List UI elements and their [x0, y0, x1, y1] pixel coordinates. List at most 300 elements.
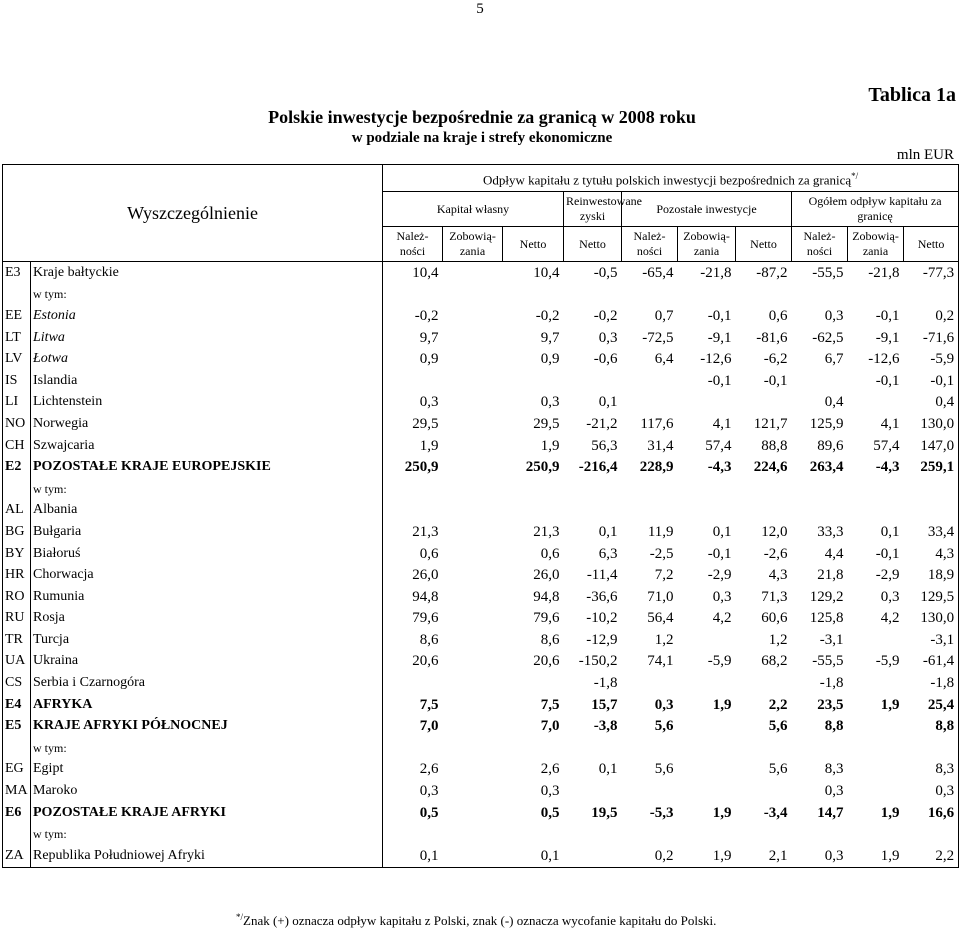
value-cell	[678, 629, 736, 651]
row-name: w tym:	[31, 823, 383, 845]
value-cell: 8,3	[904, 759, 959, 781]
value-cell: 0,3	[598, 329, 618, 346]
value-cell: 29,5	[412, 415, 439, 432]
value-cell: 1,9	[880, 804, 900, 821]
value-cell	[792, 737, 848, 759]
value-cell	[736, 284, 792, 306]
value-cell	[848, 737, 904, 759]
value-cell: 2,6	[540, 761, 560, 778]
value-cell: 125,8	[809, 610, 844, 627]
value-cell: 5,6	[768, 761, 788, 778]
row-name: Białoruś	[31, 543, 383, 565]
value-cell: -0,2	[535, 307, 560, 324]
value-cell	[564, 478, 622, 500]
table-row	[3, 780, 959, 802]
value-cell	[443, 629, 503, 651]
table-row	[3, 456, 959, 478]
value-cell: 56,4	[647, 610, 674, 627]
value-cell	[736, 737, 792, 759]
value-cell	[622, 672, 678, 694]
row-code: E3	[3, 262, 31, 284]
header-span-mark: */	[851, 170, 859, 181]
table-row	[3, 543, 959, 565]
value-cell	[622, 500, 678, 522]
value-cell: 0,5	[419, 804, 439, 821]
value-cell: 263,4	[809, 459, 844, 476]
value-cell	[848, 715, 904, 737]
row-name: POZOSTAŁE KRAJE AFRYKI	[31, 802, 383, 824]
value-cell: 0,3	[540, 783, 560, 800]
value-cell: 89,6	[817, 437, 844, 454]
value-cell: 0,7	[654, 307, 674, 324]
row-name: Estonia	[31, 305, 383, 327]
value-cell: 8,6	[419, 631, 439, 648]
value-cell: 2,2	[904, 845, 959, 867]
value-cell: 94,8	[533, 588, 560, 605]
value-cell: 0,3	[824, 307, 844, 324]
sub-header: Netto	[736, 227, 792, 262]
value-cell: 7,2	[654, 567, 674, 584]
value-cell	[678, 759, 736, 781]
row-code: AL	[3, 500, 31, 522]
value-cell	[503, 672, 564, 694]
value-cell	[678, 392, 736, 414]
value-cell: 7,0	[540, 718, 560, 735]
value-cell: -3,8	[593, 718, 618, 735]
value-cell	[848, 478, 904, 500]
value-cell: 0,3	[419, 783, 439, 800]
table-row	[3, 413, 959, 435]
group-reinwestowane-zyski: Reinwestowane zyski	[564, 192, 622, 227]
table-row	[3, 694, 959, 716]
table-row	[3, 823, 959, 845]
sub-header: Zobowią- zania	[848, 227, 904, 262]
row-name: Rumunia	[31, 586, 383, 608]
value-cell: 71,3	[761, 588, 788, 605]
table-row	[3, 672, 959, 694]
value-cell: 33,3	[817, 523, 844, 540]
sub-header: Należ- ności	[622, 227, 678, 262]
value-cell: 9,7	[419, 329, 439, 346]
value-cell: 15,7	[591, 696, 618, 713]
table-body	[3, 262, 959, 868]
value-cell	[443, 392, 503, 414]
value-cell: 0,1	[712, 523, 732, 540]
table-row	[3, 564, 959, 586]
value-cell: 1,9	[848, 845, 904, 867]
value-cell: 33,4	[904, 521, 959, 543]
value-cell	[443, 521, 503, 543]
value-cell: 0,9	[419, 351, 439, 368]
value-cell: -0,2	[593, 307, 618, 324]
value-cell	[443, 737, 503, 759]
value-cell: 88,8	[761, 437, 788, 454]
sub-header: Zobowią- zania	[443, 227, 503, 262]
value-cell	[848, 780, 904, 802]
value-cell	[443, 608, 503, 630]
value-cell: 20,6	[533, 653, 560, 670]
value-cell: -72,5	[642, 329, 674, 346]
value-cell: -0,1	[707, 307, 732, 324]
value-cell: 129,5	[904, 586, 959, 608]
sub-header: Zobowią- zania	[678, 227, 736, 262]
value-cell: -4,3	[707, 459, 732, 476]
value-cell	[443, 694, 503, 716]
row-name: POZOSTAŁE KRAJE EUROPEJSKIE	[31, 456, 383, 478]
value-cell: 2,1	[736, 845, 792, 867]
value-cell	[443, 348, 503, 370]
value-cell: 4,3	[768, 567, 788, 584]
value-cell	[443, 413, 503, 435]
value-cell	[622, 478, 678, 500]
value-cell	[383, 672, 443, 694]
row-name: w tym:	[31, 737, 383, 759]
value-cell: 1,9	[712, 804, 732, 821]
unit-label: mln EUR	[896, 147, 954, 163]
value-cell: 8,8	[904, 715, 959, 737]
value-cell: -3,4	[763, 804, 788, 821]
row-code: E4	[3, 694, 31, 716]
value-cell: 1,9	[678, 845, 736, 867]
value-cell: 23,5	[817, 696, 844, 713]
table-row	[3, 435, 959, 457]
value-cell: 0,1	[503, 845, 564, 867]
value-cell: 94,8	[412, 588, 439, 605]
value-cell: 19,5	[591, 804, 618, 821]
value-cell	[443, 305, 503, 327]
table-row	[3, 845, 959, 867]
value-cell: 250,9	[404, 459, 439, 476]
value-cell: 1,2	[654, 631, 674, 648]
value-cell	[443, 478, 503, 500]
value-cell: -3,1	[904, 629, 959, 651]
row-name: AFRYKA	[31, 694, 383, 716]
row-name: w tym:	[31, 478, 383, 500]
row-name: Albania	[31, 500, 383, 522]
value-cell: 9,7	[540, 329, 560, 346]
value-cell: 250,9	[525, 459, 560, 476]
value-cell: -0,2	[414, 307, 439, 324]
value-cell: 6,3	[598, 545, 618, 562]
value-cell	[383, 737, 443, 759]
value-cell: 0,6	[540, 545, 560, 562]
value-cell: 79,6	[533, 610, 560, 627]
table-row	[3, 651, 959, 673]
value-cell: 0,6	[419, 545, 439, 562]
value-cell	[678, 780, 736, 802]
value-cell: -5,9	[875, 653, 900, 670]
group-ogolem: Ogółem odpływ kapitału za granicę	[792, 192, 959, 227]
table-row	[3, 284, 959, 306]
row-code: UA	[3, 651, 31, 673]
value-cell	[443, 651, 503, 673]
value-cell: 1,9	[540, 437, 560, 454]
value-cell	[443, 500, 503, 522]
value-cell: -5,9	[707, 653, 732, 670]
value-cell	[383, 478, 443, 500]
value-cell	[848, 500, 904, 522]
value-cell: -3,1	[819, 631, 844, 648]
value-cell: -5,9	[904, 348, 959, 370]
value-cell	[443, 456, 503, 478]
row-name: Kraje bałtyckie	[31, 262, 383, 284]
value-cell: -0,1	[707, 372, 732, 389]
group-pozostale-inwestycje: Pozostałe inwestycje	[622, 192, 792, 227]
value-cell	[848, 672, 904, 694]
value-cell: 21,3	[412, 523, 439, 540]
value-cell	[443, 262, 503, 284]
value-cell: 21,3	[533, 523, 560, 540]
value-cell: 228,9	[639, 459, 674, 476]
row-code: RO	[3, 586, 31, 608]
value-cell: 6,4	[654, 351, 674, 368]
value-cell	[503, 823, 564, 845]
value-cell: 31,4	[647, 437, 674, 454]
value-cell	[736, 478, 792, 500]
page-title: Polskie inwestycje bezpośrednie za granicą w 2008 roku	[268, 107, 696, 127]
table-row	[3, 392, 959, 414]
value-cell: -2,6	[763, 545, 788, 562]
header-span	[383, 165, 959, 192]
value-cell	[678, 500, 736, 522]
value-cell: 130,0	[904, 413, 959, 435]
value-cell: 5,6	[768, 718, 788, 735]
value-cell: -216,4	[578, 459, 618, 476]
value-cell: -21,2	[586, 415, 618, 432]
header-span-text: Odpływ kapitału z tytułu polskich inwestycji bezpośrednich za granicą	[482, 172, 852, 188]
row-name: KRAJE AFRYKI PÓŁNOCNEJ	[31, 715, 383, 737]
value-cell: -5,3	[649, 804, 674, 821]
value-cell: -2,9	[707, 567, 732, 584]
value-cell: 0,1	[383, 845, 443, 867]
value-cell	[564, 737, 622, 759]
value-cell: 7,5	[419, 696, 439, 713]
value-cell: -0,1	[763, 372, 788, 389]
value-cell	[678, 478, 736, 500]
value-cell: 11,9	[647, 523, 674, 540]
row-name: Serbia i Czarnogóra	[31, 672, 383, 694]
table-row	[3, 715, 959, 737]
row-code: LV	[3, 348, 31, 370]
value-cell	[904, 823, 959, 845]
value-cell	[443, 845, 503, 867]
value-cell: 0,3	[540, 394, 560, 411]
value-cell	[443, 672, 503, 694]
value-cell: 4,2	[880, 610, 900, 627]
row-name: Litwa	[31, 327, 383, 349]
value-cell: 8,8	[824, 718, 844, 735]
value-cell: 0,3	[654, 696, 674, 713]
value-cell	[622, 392, 678, 414]
row-name: Islandia	[31, 370, 383, 392]
value-cell: 21,8	[817, 567, 844, 584]
value-cell	[503, 478, 564, 500]
value-cell: 147,0	[904, 435, 959, 457]
value-cell	[792, 478, 848, 500]
row-header: Wyszczególnienie	[3, 165, 383, 262]
value-cell: 2,2	[768, 696, 788, 713]
row-code: EE	[3, 305, 31, 327]
row-name: Lichtenstein	[31, 392, 383, 414]
value-cell	[443, 284, 503, 306]
value-cell	[736, 672, 792, 694]
value-cell	[848, 392, 904, 414]
value-cell	[503, 737, 564, 759]
value-cell	[678, 737, 736, 759]
table-row	[3, 802, 959, 824]
value-cell: 8,3	[824, 761, 844, 778]
row-code: NO	[3, 413, 31, 435]
value-cell	[678, 284, 736, 306]
footnote-text: Znak (+) oznacza odpływ kapitału z Polski, znak (-) oznacza wycofanie kapitału do Polski.	[243, 913, 717, 928]
value-cell	[503, 284, 564, 306]
sub-header: Należ- ności	[383, 227, 443, 262]
value-cell: 0,1	[598, 523, 618, 540]
table-header	[3, 165, 959, 262]
value-cell: 0,6	[768, 307, 788, 324]
value-cell	[904, 284, 959, 306]
value-cell: -0,1	[904, 370, 959, 392]
group-kapital-wlasny: Kapitał własny	[383, 192, 564, 227]
value-cell	[564, 500, 622, 522]
value-cell	[904, 478, 959, 500]
value-cell: 0,3	[880, 588, 900, 605]
value-cell	[443, 802, 503, 824]
value-cell	[678, 823, 736, 845]
value-cell	[503, 370, 564, 392]
value-cell: 57,4	[705, 437, 732, 454]
value-cell	[564, 370, 622, 392]
value-cell: 0,2	[622, 845, 678, 867]
value-cell	[443, 435, 503, 457]
table-row	[3, 737, 959, 759]
row-name: Egipt	[31, 759, 383, 781]
value-cell: -1,8	[593, 675, 618, 692]
value-cell: -2,9	[875, 567, 900, 584]
value-cell: 4,1	[880, 415, 900, 432]
value-cell	[622, 823, 678, 845]
value-cell: 18,9	[904, 564, 959, 586]
value-cell: 0,3	[419, 394, 439, 411]
row-code	[3, 823, 31, 845]
table-row	[3, 629, 959, 651]
value-cell: 2,6	[419, 761, 439, 778]
row-code: CS	[3, 672, 31, 694]
table-row	[3, 305, 959, 327]
value-cell: -71,6	[904, 327, 959, 349]
table-row	[3, 521, 959, 543]
value-cell: 20,6	[412, 653, 439, 670]
value-cell	[443, 823, 503, 845]
value-cell: 0,3	[904, 780, 959, 802]
value-cell: 0,1	[598, 394, 618, 411]
value-cell	[443, 780, 503, 802]
value-cell	[678, 715, 736, 737]
value-cell: 5,6	[654, 718, 674, 735]
value-cell	[443, 327, 503, 349]
value-cell	[622, 370, 678, 392]
value-cell: -21,8	[700, 264, 732, 281]
value-cell	[848, 284, 904, 306]
value-cell: -0,1	[707, 545, 732, 562]
value-cell: 26,0	[533, 567, 560, 584]
value-cell: 26,0	[412, 567, 439, 584]
row-name: Republika Południowej Afryki	[31, 845, 383, 867]
value-cell: 0,1	[598, 761, 618, 778]
value-cell: 6,7	[824, 351, 844, 368]
value-cell: 68,2	[761, 653, 788, 670]
value-cell: 121,7	[753, 415, 788, 432]
row-name: Szwajcaria	[31, 435, 383, 457]
value-cell	[736, 392, 792, 414]
value-cell: -0,1	[875, 545, 900, 562]
table-row	[3, 586, 959, 608]
row-name: Bułgaria	[31, 521, 383, 543]
value-cell: 56,3	[591, 437, 618, 454]
value-cell	[622, 284, 678, 306]
value-cell: -77,3	[904, 262, 959, 284]
row-name: Łotwa	[31, 348, 383, 370]
row-code: BY	[3, 543, 31, 565]
value-cell	[443, 370, 503, 392]
value-cell: -0,1	[875, 372, 900, 389]
value-cell	[443, 543, 503, 565]
row-code: BG	[3, 521, 31, 543]
value-cell	[792, 823, 848, 845]
row-code: E5	[3, 715, 31, 737]
value-cell: -1,8	[819, 675, 844, 692]
value-cell: 7,5	[540, 696, 560, 713]
value-cell: 0,3	[824, 783, 844, 800]
value-cell: 57,4	[873, 437, 900, 454]
page-number: 5	[476, 1, 484, 17]
value-cell	[622, 737, 678, 759]
value-cell: 29,5	[533, 415, 560, 432]
value-cell: -0,5	[593, 264, 618, 281]
row-code: IS	[3, 370, 31, 392]
row-name: Maroko	[31, 780, 383, 802]
value-cell	[848, 759, 904, 781]
footnote	[236, 912, 716, 929]
row-code: LT	[3, 327, 31, 349]
row-name: Rosja	[31, 608, 383, 630]
row-code	[3, 478, 31, 500]
value-cell: -0,1	[875, 307, 900, 324]
value-cell: -12,9	[586, 631, 618, 648]
value-cell	[736, 780, 792, 802]
value-cell: 79,6	[412, 610, 439, 627]
value-cell	[848, 823, 904, 845]
footnote-mark: */	[236, 912, 244, 922]
value-cell: 71,0	[647, 588, 674, 605]
value-cell	[678, 672, 736, 694]
value-cell	[503, 500, 564, 522]
value-cell: 8,6	[540, 631, 560, 648]
row-code	[3, 284, 31, 306]
value-cell: -2,5	[649, 545, 674, 562]
value-cell: 7,0	[419, 718, 439, 735]
value-cell: -11,4	[586, 567, 618, 584]
value-cell	[383, 370, 443, 392]
value-cell: -21,8	[868, 264, 900, 281]
row-name: Norwegia	[31, 413, 383, 435]
table-row	[3, 262, 959, 284]
page-subtitle: w podziale na kraje i strefy ekonomiczne	[351, 130, 613, 146]
table-row	[3, 759, 959, 781]
value-cell: 10,4	[412, 264, 439, 281]
value-cell: 4,1	[712, 415, 732, 432]
value-cell: 0,3	[792, 845, 848, 867]
